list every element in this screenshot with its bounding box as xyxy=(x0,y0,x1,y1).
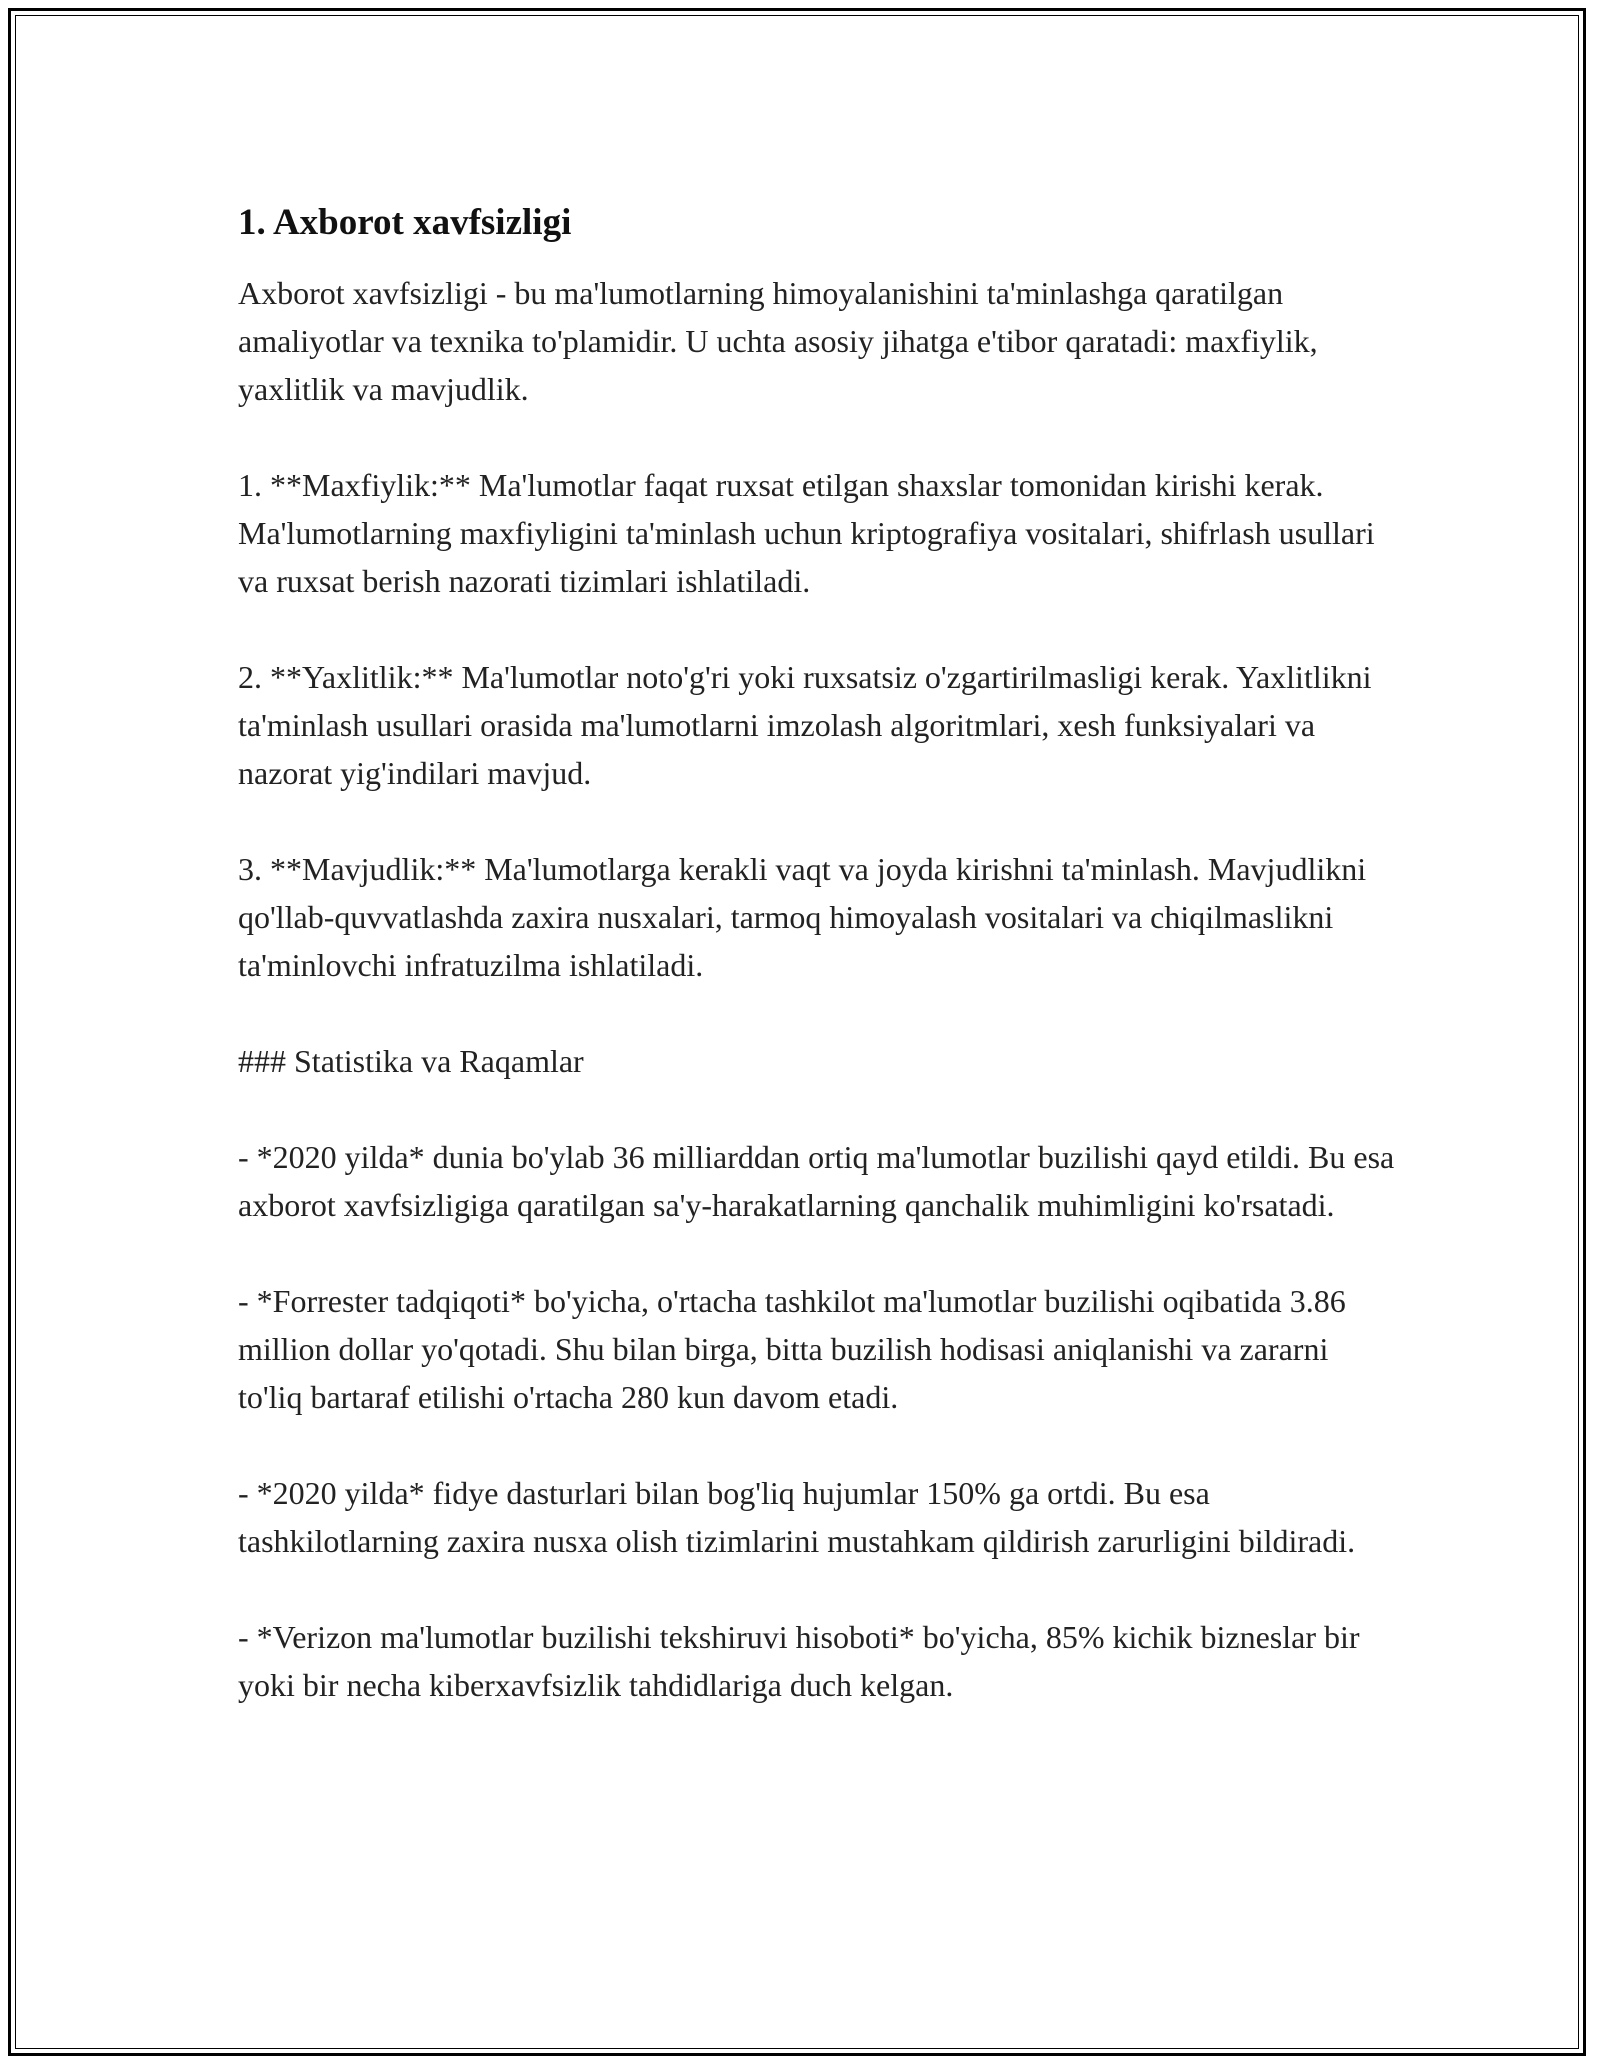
stat-item: - *2020 yilda* dunia bo'ylab 36 milliarddan ortiq ma'lumotlar buzilishi qayd etildi. Bu esa axborot xavfsizligiga qaratilgan sa'y-harakatlarning qanchalik muhimligini ko'rsatadi. xyxy=(238,1139,1395,1223)
stat-item: - *2020 yilda* fidye dasturlari bilan bog'liq hujumlar 150% ga ortdi. Bu esa tashkilotlarning zaxira nusxa olish tizimlarini mustahkam qildirish zarurligini bildiradi. xyxy=(238,1475,1356,1559)
statistics-heading: ### Statistika va Raqamlar xyxy=(238,1043,584,1079)
intro-paragraph: Axborot xavfsizligi - bu ma'lumotlarning himoyalanishini ta'minlashga qaratilgan amaliyotlar va texnika to'plamidir. U uchta asosiy jihatga e'tibor qaratadi: maxfiylik, yaxlitlik va mavjudlik. xyxy=(238,275,1318,407)
confidentiality-paragraph: 1. **Maxfiylik:** Ma'lumotlar faqat ruxsat etilgan shaxslar tomonidan kirishi kerak. Ma'lumotlarning maxfiyligini ta'minlash uchun kriptografiya vositalari, shifrlash usullari va ruxsat berish nazorati tizimlari ishlatiladi. xyxy=(238,467,1375,599)
page-border xyxy=(8,8,1586,2056)
document-body xyxy=(238,199,1398,1709)
integrity-paragraph: 2. **Yaxlitlik:** Ma'lumotlar noto'g'ri yoki ruxsatsiz o'zgartirilmasligi kerak. Yaxlitlikni ta'minlash usullari orasida ma'lumotlarni imzolash algoritmlari, xesh funksiyalari va nazorat yig'indilari mavjud. xyxy=(238,659,1372,791)
availability-paragraph: 3. **Mavjudlik:** Ma'lumotlarga kerakli vaqt va joyda kirishni ta'minlash. Mavjudlikni qo'llab-quvvatlashda zaxira nusxalari, tarmoq himoyalash vositalari va chiqilmaslikni ta'minlovchi infratuzilma ishlatiladi. xyxy=(238,851,1367,983)
section-title: 1. Axborot xavfsizligi xyxy=(238,202,572,243)
stat-item: - *Forrester tadqiqoti* bo'yicha, o'rtacha tashkilot ma'lumotlar buzilishi oqibatida 3.86 million dollar yo'qotadi. Shu bilan birga, bitta buzilish hodisasi aniqlanishi va zararni to'liq bartaraf etilishi o'rtacha 280 kun davom etadi. xyxy=(238,1283,1346,1415)
stat-item: - *Verizon ma'lumotlar buzilishi tekshiruvi hisoboti* bo'yicha, 85% kichik bizneslar bir yoki bir necha kiberxavfsizlik tahdidlariga duch kelgan. xyxy=(238,1619,1360,1703)
